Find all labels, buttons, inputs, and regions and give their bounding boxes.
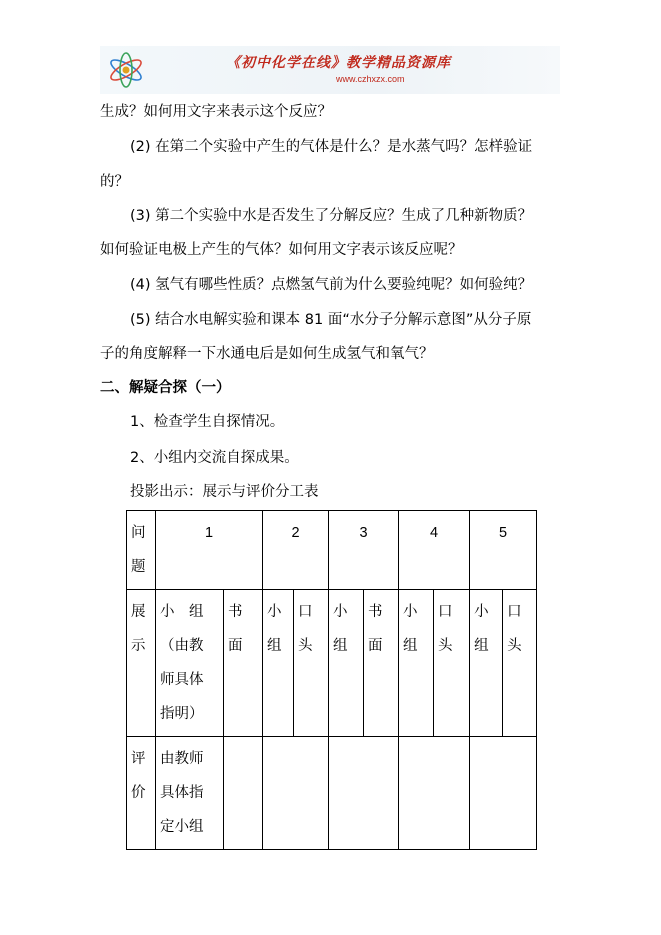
table-cell: 口 头 [434, 590, 470, 737]
header-title: 《初中化学在线》教学精品资源库 [226, 55, 451, 71]
question-2-cont: 的？ [100, 174, 129, 190]
header-banner [100, 46, 560, 94]
table-cell: 评 价 [127, 737, 156, 850]
question-3-cont: 如何验证电极上产生的气体？如何用文字表示该反应呢？ [100, 242, 463, 258]
table-row [127, 590, 537, 737]
table-cell [224, 737, 263, 850]
table-cell: 展 示 [127, 590, 156, 737]
table-cell: 5 [470, 511, 537, 590]
table-cell: 书 面 [224, 590, 263, 737]
list-item: 2、小组内交流自探成果。 [130, 450, 299, 466]
question-5-line: (5) 结合水电解实验和课本 81 面“水分子分解示意图”从分子原 [130, 312, 532, 328]
table-row [127, 737, 537, 850]
evaluation-table [126, 510, 537, 850]
table-cell: 问 题 [127, 511, 156, 590]
table-cell: 小 组 [470, 590, 503, 737]
table-cell: 由教师 具体指 定小组 [156, 737, 224, 850]
table-cell [329, 737, 399, 850]
table-cell: 2 [263, 511, 329, 590]
table-cell: 3 [329, 511, 399, 590]
question-2-line: (2) 在第二个实验中产生的气体是什么？是水蒸气吗？怎样验证 [130, 139, 533, 155]
table-cell: 4 [399, 511, 470, 590]
table-cell: 书 面 [364, 590, 399, 737]
question-4-line: (4) 氢气有哪些性质？点燃氢气前为什么要验纯呢？如何验纯？ [130, 277, 533, 293]
table-cell: 口 头 [294, 590, 329, 737]
header-url: www.czhxzx.com [336, 74, 405, 84]
question-5-cont: 子的角度解释一下水通电后是如何生成氢气和氧气？ [100, 346, 434, 362]
table-cell [399, 737, 470, 850]
section-heading: 二、解疑合探（一） [100, 380, 231, 396]
paragraph-line: 生成？如何用文字来表示这个反应？ [100, 104, 332, 120]
table-cell: 小 组 （由教 师具体 指明） [156, 590, 224, 737]
table-cell: 1 [156, 511, 263, 590]
list-item: 1、检查学生自探情况。 [130, 414, 285, 430]
table-cell [470, 737, 537, 850]
table-cell: 小 组 [399, 590, 434, 737]
table-row [127, 511, 537, 590]
table-cell [263, 737, 329, 850]
table-cell: 小 组 [263, 590, 294, 737]
question-3-line: (3) 第二个实验中水是否发生了分解反应？生成了几种新物质？ [130, 208, 533, 224]
table-cell: 小 组 [329, 590, 364, 737]
projection-caption: 投影出示：展示与评价分工表 [130, 484, 319, 500]
atom-logo-icon [106, 50, 146, 90]
table-cell: 口 头 [503, 590, 537, 737]
